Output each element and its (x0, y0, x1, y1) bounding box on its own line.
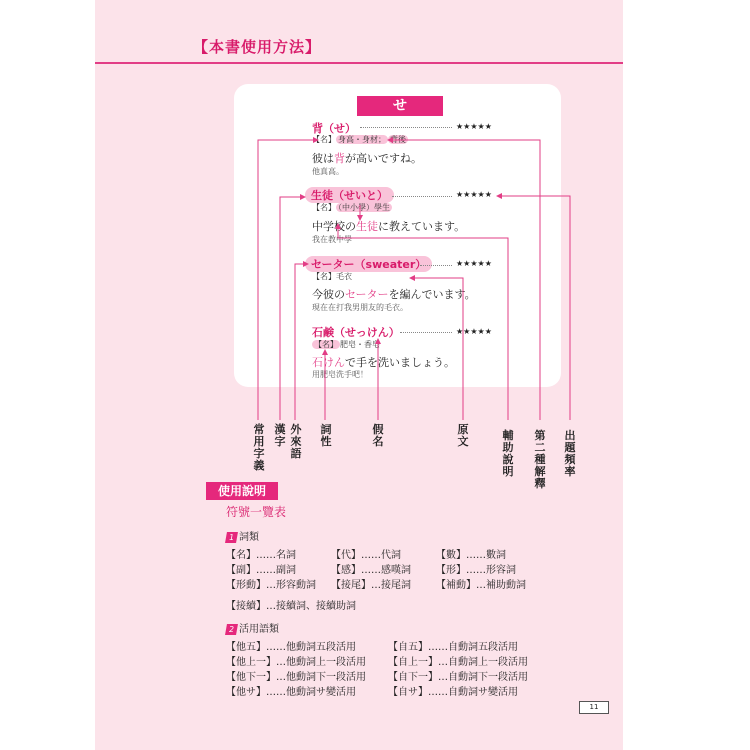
symbol-item: 【自五】……自動詞五段活用 (388, 642, 518, 653)
symbol-item: 【他上一】…他動詞上一段活用 (226, 657, 366, 668)
pos-second-meaning: 背後 (390, 135, 406, 144)
translation: 他真高。 (312, 167, 344, 176)
symbol-item: 【他下一】…他動詞下一段活用 (226, 672, 366, 683)
symbol-item: 【接尾】…接尾詞 (331, 580, 411, 591)
frequency-stars: ★★★★★ (456, 122, 492, 131)
example-sentence: 石けんで手を洗いましょう。 (312, 356, 455, 369)
symbol-item: 【感】……感嘆詞 (331, 565, 411, 576)
pos-meaning: （中小學）學生 (338, 203, 390, 212)
entry-word: 生徒（せいと） (305, 187, 394, 203)
section-heading: 1 詞類 (226, 528, 259, 543)
label-supplementary: 輔助說明 (502, 429, 514, 478)
symbol-item: 【他五】……他動詞五段活用 (226, 642, 356, 653)
pos-meaning: 肥皂・香皂 (340, 340, 380, 349)
translation: 我在教中學 (312, 235, 352, 244)
pos-tag: 【名】 (312, 135, 336, 144)
symbol-item: 【形】……形容詞 (436, 565, 516, 576)
usage-tag: 使用說明 (206, 482, 278, 500)
page-number: 11 (579, 701, 609, 714)
example-sentence: 彼は背が高いですね。 (312, 152, 422, 165)
symbol-item: 【接續】…接續詞、接續助詞 (226, 601, 356, 612)
section-number: 2 (225, 624, 238, 635)
frequency-stars: ★★★★★ (456, 327, 492, 336)
symbol-item: 【自下一】…自動詞下一段活用 (388, 672, 528, 683)
translation: 用肥皂洗手吧！ (312, 370, 368, 379)
page-title: 【本書使用方法】 (193, 38, 322, 56)
label-part-of-speech: 詞性 (320, 423, 332, 448)
symbol-item: 【代】……代詞 (331, 550, 401, 561)
example-sentence: 今彼のセーターを編んでいます。 (312, 288, 476, 301)
symbol-item: 【他サ】……他動詞サ變活用 (226, 687, 356, 698)
kana-banner: せ (357, 96, 443, 116)
label-kanji: 漢字 (274, 423, 286, 448)
symbol-item: 【數】……數詞 (436, 550, 506, 561)
frequency-stars: ★★★★★ (456, 259, 492, 268)
label-loanword: 外來語 (290, 423, 302, 460)
symbol-item: 【自上一】…自動詞上一段活用 (388, 657, 528, 668)
label-kana: 假名 (372, 423, 384, 448)
pos-tag: 【名】 (312, 203, 336, 212)
translation: 現在在打我男朋友的毛衣。 (312, 303, 408, 312)
section-number: 1 (225, 532, 238, 543)
pos-meaning: 毛衣 (336, 272, 352, 281)
example-sentence: 中学校の生徒に教えています。 (312, 220, 466, 233)
pos-tag: 【名】 (314, 340, 338, 349)
entry-word: セーター（sweater） (305, 256, 432, 272)
entry-word: 背（せ） (312, 122, 356, 135)
frequency-stars: ★★★★★ (456, 190, 492, 199)
pos-meaning: 身高・身材； (338, 135, 386, 144)
symbol-item: 【補動】…補助動詞 (436, 580, 526, 591)
symbol-table-title: 符號一覽表 (226, 505, 287, 519)
label-common-meaning: 常用字義 (253, 423, 265, 472)
label-original: 原文 (457, 423, 469, 448)
label-second-meaning: 第二種解釋 (534, 429, 546, 490)
symbol-item: 【形動】…形容動詞 (226, 580, 316, 591)
symbol-item: 【自サ】……自動詞サ變活用 (388, 687, 518, 698)
section-heading: 2 活用語類 (226, 620, 279, 635)
pos-tag: 【名】 (312, 272, 336, 281)
entry-word: 石鹸（せっけん） (312, 326, 400, 339)
symbol-item: 【副】……副詞 (226, 565, 296, 576)
symbol-item: 【名】……名詞 (226, 550, 296, 561)
label-frequency: 出題頻率 (564, 429, 576, 478)
